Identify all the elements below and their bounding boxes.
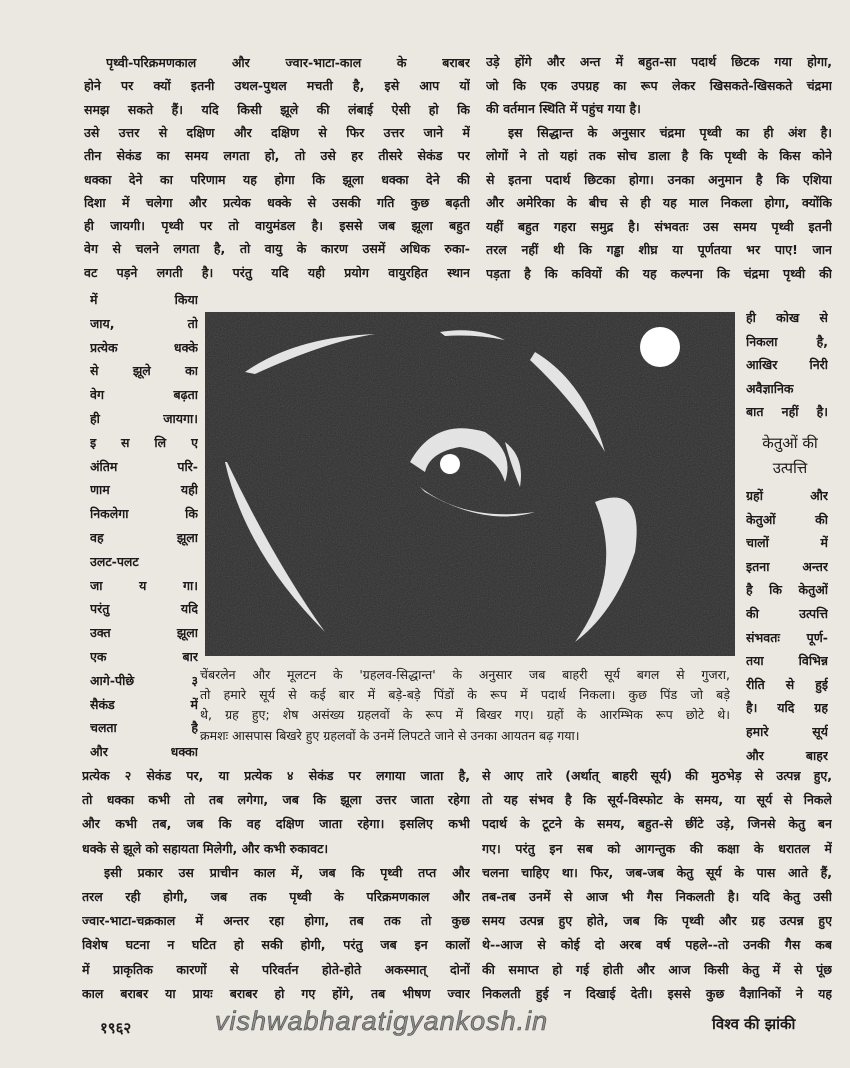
text-line: उलट-पलट: [90, 553, 139, 569]
text-line: संभवतः पूर्ण-: [746, 629, 828, 645]
text-line: ही जायगा।: [90, 411, 198, 426]
text-line: तो हमारे सूर्य से कई बार में बड़े-बड़े पिंडों के रूप में पदार्थ निकला। कुछ पिंड जो बड़े: [200, 687, 730, 703]
text-line: से आए तारे (अर्थात् बाहरी सूर्य) की मुठभेड़ से उत्पन्न हुए,: [482, 768, 832, 783]
text-line: है कि केतुओं: [746, 582, 828, 598]
text-line: की समाप्त हो गई होती और आज किसी केतु में से पूंछ: [482, 961, 832, 977]
text-line: प्रत्येक धक्के: [90, 339, 198, 355]
text-line: और अमेरिका के बीच से ही यह माल निकला होगा, क्योंकि: [486, 195, 832, 210]
text-line: विशेष घटना न घटित हो सकी होगी, परंतु जब इन कालों: [82, 937, 470, 953]
text-line: तया विभिन्न: [746, 653, 828, 669]
text-line: में किया: [90, 292, 198, 307]
text-line: है। यदि ग्रह: [746, 700, 828, 716]
text-line: जा य गा।: [90, 577, 198, 593]
text-line: चलता है: [90, 720, 198, 736]
text-line: रीति से हुई: [746, 676, 828, 692]
text-line: वह झूला: [90, 530, 198, 545]
text-line: होने पर क्यों इतनी उथल-पुथल मचती है, इसे आप यों: [84, 78, 470, 94]
text-line: और कभी तब, जब कि वह दक्षिण जाता रहेगा। इसलिए कभी: [82, 816, 470, 832]
watermark: vishwabharatigyankosh.in: [215, 1006, 549, 1036]
text-line: जो कि एक उपग्रह का रूप लेकर खिसकते-खिसकते चंद्रमा: [486, 77, 832, 93]
text-line: सैकंड में: [90, 696, 198, 712]
text-line: वेग बढ़ता: [90, 387, 198, 403]
text-line: की उत्पत्ति: [746, 606, 828, 621]
text-line: धक्का देने का परिणाम यह होगा कि झूला धक्का देने की: [84, 171, 470, 187]
text-line: अवैज्ञानिक: [746, 380, 794, 396]
text-line: से झूले का: [90, 363, 198, 379]
text-line: निकलेगा कि: [90, 506, 198, 522]
text-line: उसे उत्तर से दक्षिण और दक्षिण से फिर उत्तर जाने में: [84, 124, 470, 140]
text-line: आगे-पीछे ३: [90, 672, 198, 688]
text-line: इतना अन्तर: [746, 558, 828, 574]
text-line: से इतना पदार्थ छिटका होगा। उनका अनुमान है कि एशिया: [486, 171, 832, 187]
text-line: णाम यही: [90, 482, 198, 498]
text-line: पड़ता है कि कवियों की यह कल्पना कि चंद्रमा पृथ्वी की: [486, 265, 832, 281]
text-line: बात नहीं है।: [746, 404, 828, 419]
text-line: अंतिम परि-: [90, 458, 198, 474]
text-line: दिशा में चलेगा और प्रत्येक धक्के से उसकी गति कुछ बढ़ती: [84, 194, 470, 210]
text-line: तो धक्का कभी तो तब लगेगा, जब कि झूला उत्तर जाता रहेगा: [82, 792, 470, 808]
text-line: एक बार: [90, 649, 198, 664]
text-line: और धक्का: [90, 744, 198, 760]
text-line: वट पड़ने लगती है। परंतु यदि यही प्रयोग वायुरहित स्थान: [84, 264, 470, 280]
text-line: वेग से चलने लगता है, तो वायु के कारण उसमें अधिक रुका-: [84, 241, 470, 257]
text-line: जाय, तो: [90, 315, 198, 331]
text-line: चलना चाहिए था। फिर, जब-जब केतु सूर्य के पास आते हैं,: [482, 864, 832, 880]
text-line: उड़े होंगे और अन्त में बहुत-सा पदार्थ छिटक गया होगा,: [486, 54, 832, 69]
text-line: क्रमशः आसपास बिखरे हुए ग्रहलवों के उनमें लिपटते जाने से उनका आयतन बढ़ गया।: [200, 727, 580, 743]
text-line: समझ सकते हैं। यदि किसी झूले की लंबाई ऐसी हो कि: [84, 101, 470, 117]
text-line: ज्वार-भाटा-चक्रकाल में अन्तर रहा होगा, तब तक तो कुछ: [82, 913, 470, 929]
section-heading: उत्पत्ति: [772, 459, 808, 477]
text-line: की वर्तमान स्थिति में पहुंच गया है।: [486, 101, 641, 116]
text-line: और बाहर: [746, 747, 828, 763]
text-line: में प्राकृतिक कारणों से परिवर्तन होते-होते अकस्मात् दोनों: [82, 961, 470, 977]
text-line: तरल रही होगी, जब तक पृथ्वी के परिक्रमणकाल और: [82, 889, 470, 904]
text-line: लोगों ने तो यहां तक सोच डाला है कि पृथ्वी के किस कोने: [486, 148, 832, 163]
text-line: तब-तब उनमें से आज भी गैस निकलती है। यदि केतु उसी: [482, 889, 832, 904]
text-line: ही कोख से: [746, 310, 828, 325]
text-line: ग्रहों और: [746, 488, 828, 503]
text-line: तो यह संभव है कि सूर्य-विस्फोट के समय, या सूर्य से निकले: [482, 792, 832, 808]
text-line: आखिर निरी: [746, 357, 828, 372]
text-line: थे--आज से कोई दो अरब वर्ष पहले--तो उनकी गैस कब: [482, 937, 832, 953]
planetesimal-illustration: [205, 312, 735, 656]
text-line: परंतु यदि: [90, 601, 198, 617]
text-line: धक्के से झूले को सहायता मिलेगी, और कभी रुकावट।: [82, 840, 329, 856]
text-line: यहीं बहुत गहरा समुद्र है। संभवतः उस समय पृथ्वी इतनी: [486, 218, 832, 234]
text-line: थे, ग्रह हुए; शेष असंख्य ग्रहलवों के रूप में बिखर गए। ग्रहों के आरम्भिक रूप छोटे थे।: [200, 707, 730, 723]
text-line: तरल नहीं थी कि गड्ढा शीघ्र या पूर्णतया भर पाए! जान: [486, 242, 832, 257]
text-line: समय उत्पन्न हुए होते, जब कि पृथ्वी और ग्रह उत्पन्न हुए: [482, 913, 832, 929]
text-line: इस सिद्धान्त के अनुसार चंद्रमा पृथ्वी का ही अंश है।: [508, 124, 832, 140]
text-line: पृथ्वी-परिक्रमणकाल और ज्वार-भाटा-काल के बराबर: [106, 55, 470, 70]
text-line: प्रत्येक २ सेकंड पर, या प्रत्येक ४ सेकंड पर लगाया जाता है,: [82, 768, 470, 783]
text-line: चालों में: [746, 535, 828, 551]
text-line: गए। परंतु इन सब को आगन्तुक की कक्षा के धरातल में: [482, 840, 832, 856]
text-line: पदार्थ के टूटने के समय, बहुत-से छींटे उड़े, जिनसे केतु बन: [482, 816, 832, 832]
running-footer-title: विश्व की झांकी: [712, 1015, 796, 1033]
text-line: तीन सेकंड का समय लगता हो, तो उसे हर तीसरे सेकंड पर: [84, 148, 470, 164]
text-line: निकला है,: [746, 333, 828, 349]
section-heading: केतुओं की: [762, 434, 818, 452]
text-line: ही जायगी। पृथ्वी पर तो वायुमंडल है। इससे जब झूला बहुत: [84, 218, 470, 234]
text-line: हमारे सूर्य: [746, 724, 828, 739]
text-line: इ स लि ए: [90, 434, 198, 450]
text-line: चेंबरलेन और मूलटन के 'ग्रहलव-सिद्धान्त' के अनुसार जब बाहरी सूर्य बगल से गुजरा,: [200, 667, 730, 682]
page-number: १९६२: [100, 1019, 132, 1037]
text-line: काल बराबर या प्रायः बराबर हो गए होंगे, तब भीषण ज्वार: [82, 985, 470, 1001]
text-line: उक्त झूला: [90, 625, 198, 641]
text-line: इसी प्रकार उस प्राचीन काल में, जब कि पृथ्वी तप्त और: [104, 864, 470, 880]
text-line: निकलती हुई न दिखाई देती। इससे कुछ वैज्ञानिकों ने यह: [482, 985, 832, 1001]
text-line: केतुओं की: [746, 511, 828, 527]
